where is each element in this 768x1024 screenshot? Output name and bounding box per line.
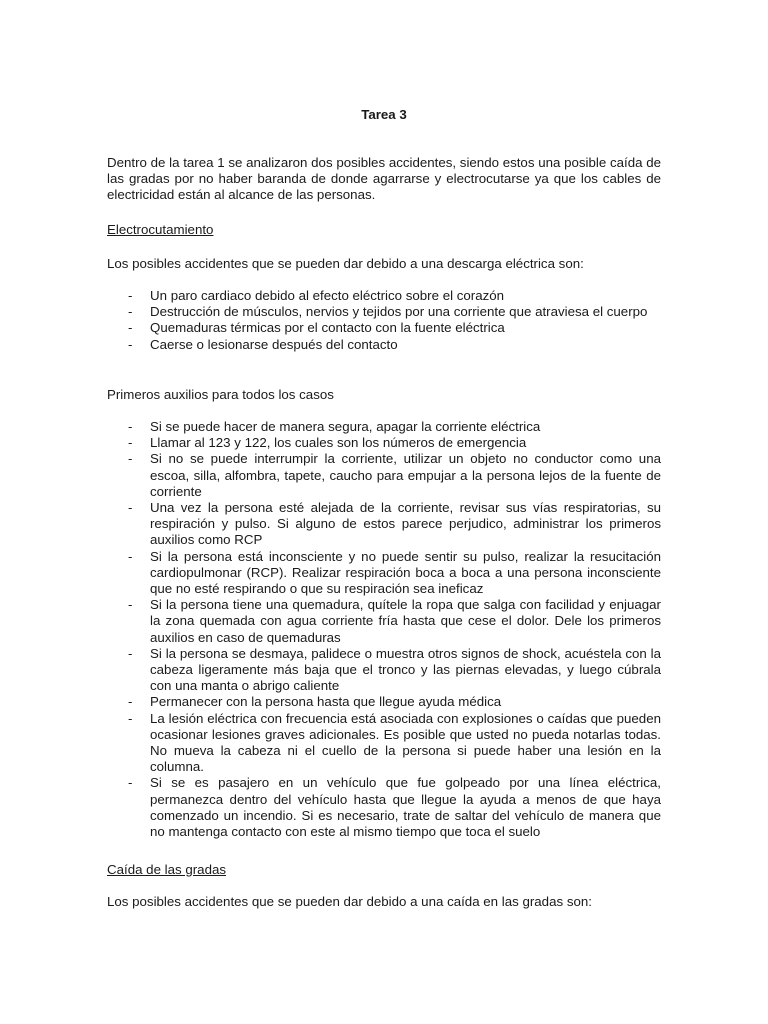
dash-bullet: - — [128, 304, 133, 320]
dash-bullet: - — [128, 419, 133, 434]
section2-lead: Los posibles accidentes que se pueden dar debido a una caída en las gradas son: — [107, 894, 592, 909]
list-item: - Si no se puede interrumpir la corriente, utilizar un objeto no conductor como una escoa, silla, alfombra, tapete, caucho para empujar a la persona lejos de la fuente de corriente — [128, 451, 661, 499]
dash-bullet: - — [128, 597, 133, 613]
list-item: - Llamar al 123 y 122, los cuales son los números de emergencia — [128, 435, 527, 451]
dash-bullet: - — [128, 435, 133, 451]
list-item: - Si la persona se desmaya, palidece o muestra otros signos de shock, acuéstela con la cabeza ligeramente más baja que el tronco y las piernas elevadas, y luego cúbrala con una manta o abrigo caliente — [128, 645, 661, 694]
list-item: - Destrucción de músculos, nervios y tejidos por una corriente que atraviesa el cuerpo — [128, 304, 648, 320]
dash-bullet: - — [128, 320, 133, 336]
dash-bullet: - — [128, 451, 133, 467]
list-item: - Un paro cardiaco debido al efecto eléctrico sobre el corazón — [128, 288, 505, 303]
dash-bullet: - — [128, 288, 133, 303]
accident-list — [107, 288, 661, 353]
first-aid-lead: Primeros auxilios para todos los casos — [107, 387, 334, 402]
list-item: - Quemaduras térmicas por el contacto con la fuente eléctrica — [128, 320, 505, 336]
list-item: - Si la persona está inconsciente y no puede sentir su pulso, realizar la resucitación cardiopulmonar (RCP). Realizar respiración boca a boca a una persona inconsciente que no esté respirando o que su respiración sea ineficaz — [128, 548, 661, 597]
list-item: - Caerse o lesionarse después del contacto — [128, 336, 398, 352]
first-aid-list — [107, 419, 661, 840]
dash-bullet: - — [128, 548, 133, 564]
dash-bullet: - — [128, 775, 133, 791]
section1-lead: Los posibles accidentes que se pueden dar debido a una descarga eléctrica son: — [107, 256, 584, 271]
list-item: - Si se es pasajero en un vehículo que fue golpeado por una línea eléctrica, permanezca dentro del vehículo hasta que llegue la ayuda a menos de que haya comenzado un incendio. Si es necesario, trate de saltar del vehículo de manera que no mantenga contacto con este al mismo tiempo que toca el suelo — [128, 775, 661, 840]
section-heading-caida: Caída de las gradas — [107, 862, 227, 877]
list-item: - La lesión eléctrica con frecuencia está asociada con explosiones o caídas que pueden ocasionar lesiones graves adicionales. Es posible que usted no pueda notarlas todas. No mueva la cabeza ni el cuello de la persona si puede haber una lesión en la columna. — [128, 710, 661, 775]
list-item: - Si se puede hacer de manera segura, apagar la corriente eléctrica — [128, 419, 541, 434]
list-item: - Una vez la persona esté alejada de la corriente, revisar sus vías respiratorias, su respiración y pulso. Si alguno de estos parece perjudico, administrar los primeros auxilios como RCP — [128, 500, 661, 548]
list-item: - Si la persona tiene una quemadura, quítele la ropa que salga con facilidad y enjuagar la zona quemada con agua corriente fría hasta que cese el dolor. Dele los primeros auxilios en caso de quemaduras — [128, 597, 661, 645]
dash-bullet: - — [128, 694, 133, 710]
section-heading-electrocutamiento: Electrocutamiento — [107, 222, 214, 237]
dash-bullet: - — [128, 336, 133, 352]
dash-bullet: - — [128, 645, 133, 661]
dash-bullet: - — [128, 710, 133, 726]
intro-paragraph: Dentro de la tarea 1 se analizaron dos posibles accidentes, siendo estos una posible caída de las gradas por no haber baranda de donde agarrarse y electrocutarse ya que los cables de electricidad están al alcance de las personas. — [107, 155, 661, 203]
dash-bullet: - — [128, 500, 133, 516]
list-item: - Permanecer con la persona hasta que llegue ayuda médica — [128, 694, 502, 710]
document-title: Tarea 3 — [361, 107, 407, 122]
